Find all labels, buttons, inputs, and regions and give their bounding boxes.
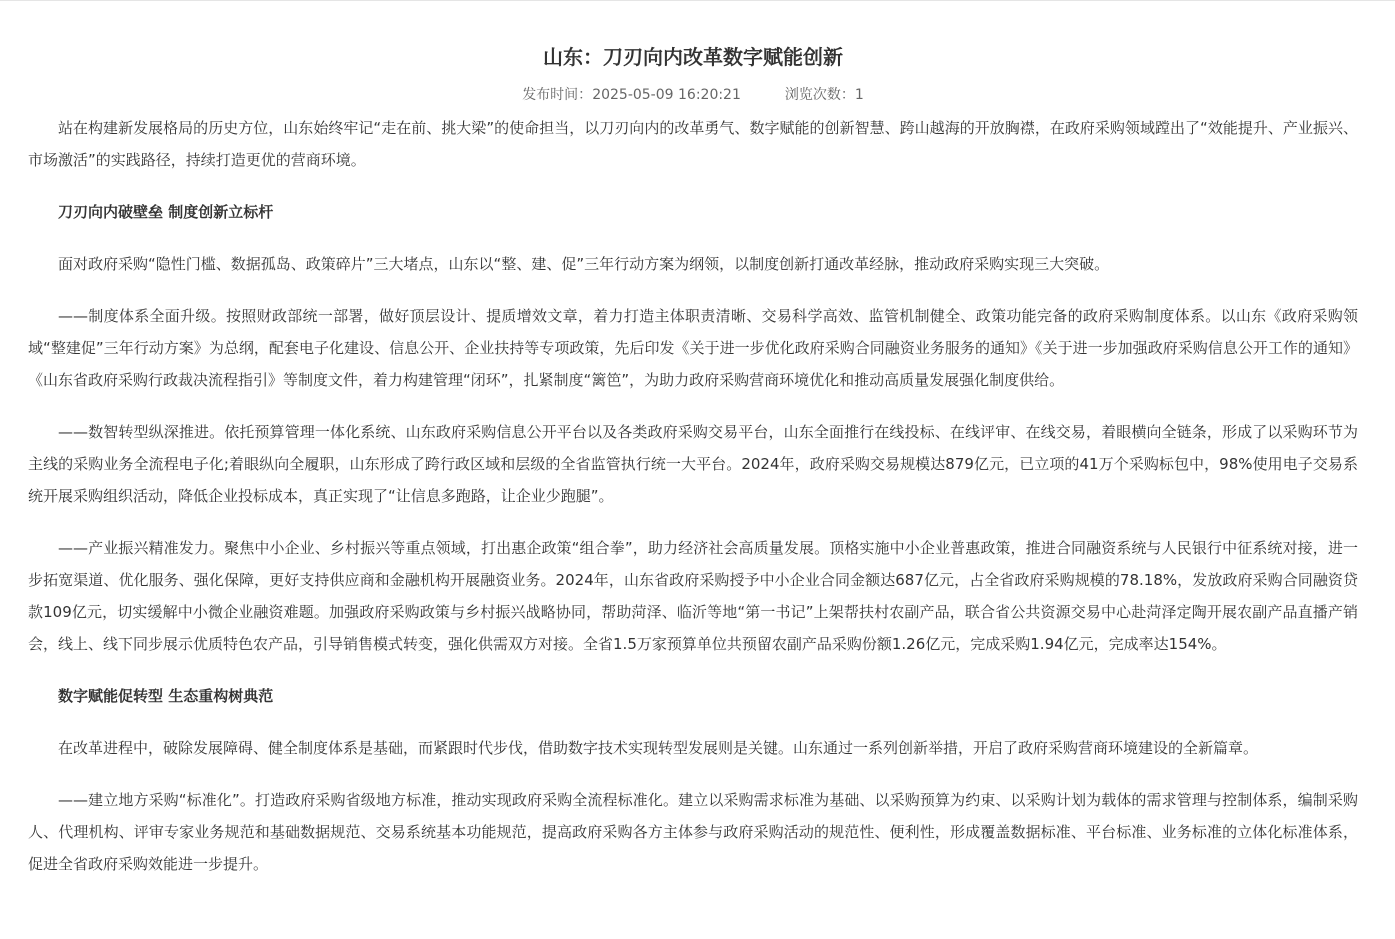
paragraph: 面对政府采购“隐性门槛、数据孤岛、政策碎片”三大堵点，山东以“整、建、促”三年行动方案为纲领，以制度创新打通改革经脉，推动政府采购实现三大突破。	[58, 255, 1110, 273]
paragraph: ——建立地方采购“标准化”。打造政府采购省级地方标准，推动实现政府采购全流程标准化。建立以采购需求标准为基础、以采购预算为约束、以采购计划为载体的需求管理与控制体系，编制采购人、代理机构、评审专家业务规范和基础数据规范、交易系统基本功能规范，提高政府采购各方主体参与政府采购活动的规范性、便利性，形成覆盖数据标准、平台标准、业务标准的立体化标准体系，促进全省政府采购效能进一步提升。	[28, 791, 1358, 873]
section-heading-1: 刀刃向内破壁垒 制度创新立标杆	[58, 203, 274, 221]
paragraph-intro: 站在构建新发展格局的历史方位，山东始终牢记“走在前、挑大梁”的使命担当，以刀刃向内的改革勇气、数字赋能的创新智慧、跨山越海的开放胸襟，在政府采购领域蹚出了“效能提升、产业振兴、市场激活”的实践路径，持续打造更优的营商环境。	[28, 119, 1358, 169]
article-meta	[28, 85, 1358, 105]
paragraph: ——制度体系全面升级。按照财政部统一部署，做好顶层设计、提质增效文章，着力打造主体职责清晰、交易科学高效、监管机制健全、政策功能完备的政府采购制度体系。以山东《政府采购领域“整建促”三年行动方案》为总纲，配套电子化建设、信息公开、企业扶持等专项政策，先后印发《关于进一步优化政府采购合同融资业务服务的通知》《关于进一步加强政府采购信息公开工作的通知》《山东省政府采购行政裁决流程指引》等制度文件，着力构建管理“闭环”，扎紧制度“篱笆”，为助力政府采购营商环境优化和推动高质量发展强化制度供给。	[28, 307, 1358, 389]
article-title: 山东：刀刃向内改革数字赋能创新	[543, 45, 843, 69]
view-count-label: 浏览次数：	[784, 87, 855, 103]
publish-time-value: 2025-05-09 16:20:21	[592, 87, 741, 103]
publish-time-label: 发布时间：	[522, 87, 593, 103]
paragraph: ——数智转型纵深推进。依托预算管理一体化系统、山东政府采购信息公开平台以及各类政府采购交易平台，山东全面推行在线投标、在线评审、在线交易，着眼横向全链条，形成了以采购环节为主线的采购业务全流程电子化;着眼纵向全履职，山东形成了跨行政区域和层级的全省监管执行统一大平台。2024年，政府采购交易规模达879亿元，已立项的41万个采购标包中，98%使用电子交易系统开展采购组织活动，降低企业投标成本，真正实现了“让信息多跑路，让企业少跑腿”。	[28, 423, 1358, 505]
article	[28, 1, 1358, 880]
paragraph: ——产业振兴精准发力。聚焦中小企业、乡村振兴等重点领域，打出惠企政策“组合拳”，助力经济社会高质量发展。顶格实施中小企业普惠政策，推进合同融资系统与人民银行中征系统对接，进一步拓宽渠道、优化服务、强化保障，更好支持供应商和金融机构开展融资业务。2024年，山东省政府采购授予中小企业合同金额达687亿元，占全省政府采购规模的78.18%，发放政府采购合同融资贷款109亿元，切实缓解中小微企业融资难题。加强政府采购政策与乡村振兴战略协同，帮助菏泽、临沂等地“第一书记”上架帮扶村农副产品，联合省公共资源交易中心赴菏泽定陶开展农副产品直播产销会，线上、线下同步展示优质特色农产品，引导销售模式转变，强化供需双方对接。全省1.5万家预算单位共预留农副产品采购份额1.26亿元，完成采购1.94亿元，完成率达154%。	[28, 539, 1358, 653]
view-count-value: 1	[854, 87, 864, 103]
article-body	[28, 112, 1358, 880]
section-heading-2: 数字赋能促转型 生态重构树典范	[58, 687, 274, 705]
paragraph: 在改革进程中，破除发展障碍、健全制度体系是基础，而紧跟时代步伐，借助数字技术实现转型发展则是关键。山东通过一系列创新举措，开启了政府采购营商环境建设的全新篇章。	[58, 739, 1259, 757]
